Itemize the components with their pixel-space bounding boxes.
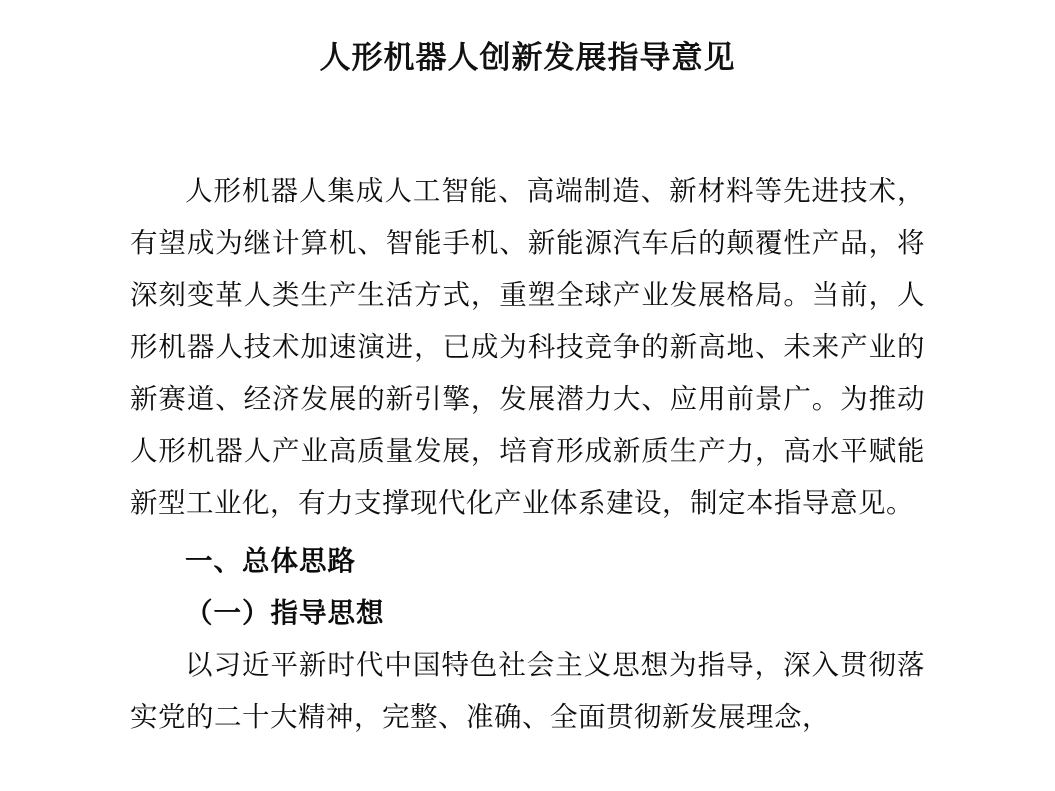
paragraph-guiding-ideology: 以习近平新时代中国特色社会主义思想为指导，深入贯彻落实党的二十大精神，完整、准确、全面贯彻新发展理念，: [130, 649, 925, 733]
page-title: 人形机器人创新发展指导意见: [319, 40, 736, 76]
document-body: [130, 77, 925, 743]
section-heading-overall-approach: 一、总体思路: [185, 545, 356, 577]
subsection-heading-guiding-ideology: （一）指导思想: [185, 597, 385, 629]
paragraph-intro: 人形机器人集成人工智能、高端制造、新材料等先进技术，有望成为继计算机、智能手机、新能源汽车后的颠覆性产品，将深刻变革人类生产生活方式，重塑全球产业发展格局。当前，人形机器人技术加速演进，已成为科技竞争的新高地、未来产业的新赛道、经济发展的新引擎，发展潜力大、应用前景广。为推动人形机器人产业高质量发展，培育形成新质生产力，高水平赋能新型工业化，有力支撑现代化产业体系建设，制定本指导意见。: [130, 175, 925, 519]
